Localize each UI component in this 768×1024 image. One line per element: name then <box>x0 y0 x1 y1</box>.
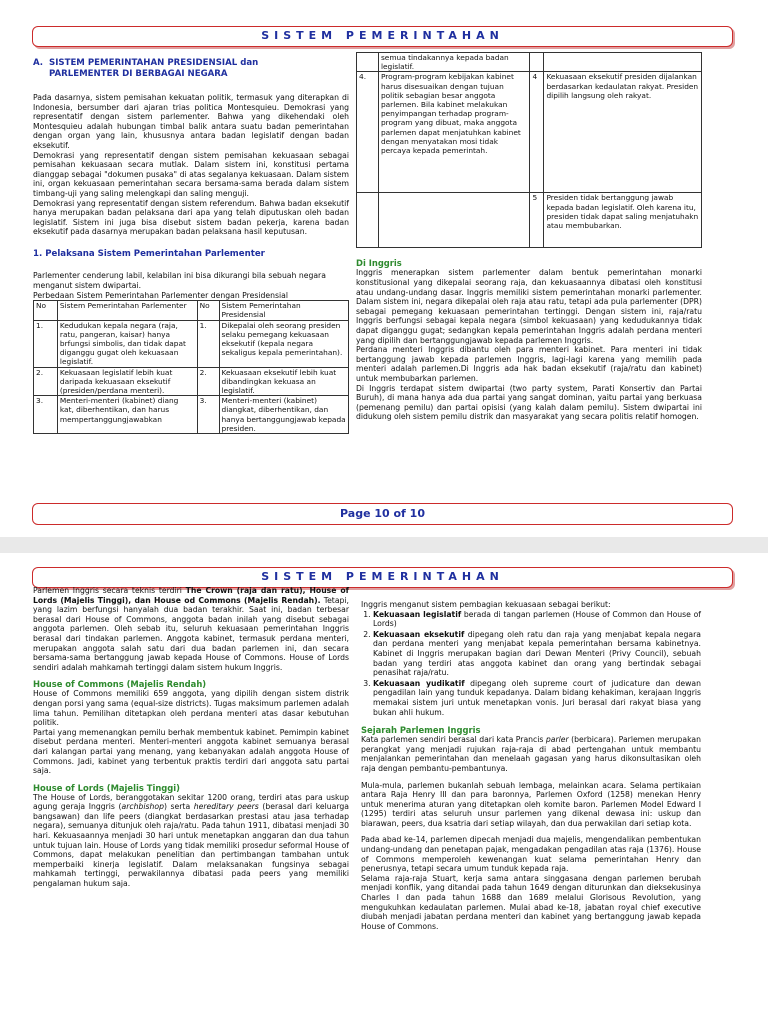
p2-left-column <box>33 586 349 889</box>
p2-right-column <box>361 600 701 931</box>
sejarah-text: (berbicara). Parlemen merupakan perangkat yang menjadi rujukan raja-raja di abad pertengahan untuk membantu menjalankan pemerintahan dan menelaah gagasan yang harus dikonsultasikan oleh raja dengan pembantu-pembantunya. <box>361 735 701 773</box>
lords-text: (berasal dari keluarga bangsawan) dan life peers (diangkat berdasarkan prestasi atau jasa terhadap negara), semuanya ditunjuk oleh raja/ratu. Pada tahun 1911, dibatasi menjadi 30 hari. Kekuasaannya menjadi 30 hari untuk menetapkan anggaran dan dua tahun untuk tujuan lain. House of Lords yang tidak memiliki prosedur seformal House of Commons, dapat melakukan penelitian dan pertimbangan tambahan untuk memperbaiki kinerja legislatif. Dalam melaksanakan fungsinya sebagai mahkamah tertinggi, perwakilannya dibatasi pada peers yang memiliki pengalaman hukum saja. <box>33 802 349 889</box>
list-item-text: dipegang oleh supreme court of judicature dan dewan pengadilan lain yang tunduk kepadanya. Dalam bidang kehakiman, kerajaan Inggris memakai sistem juri untuk menetapkan vonis. Juri berasal dari rakyat biasa yang bukan ahli hukum. <box>373 678 701 717</box>
parlemen-intro-bold: The Crown (raja dan ratu), House of Lords (Majelis Tinggi), dan House od Commons (Majelis Rendah). <box>33 586 350 605</box>
sejarah-italic: parler <box>545 735 569 745</box>
table-cell: 5 <box>530 193 544 248</box>
table-header-cell: Sistem Pemerintahan Presidensial <box>219 301 349 320</box>
lords-paragraph <box>33 793 349 889</box>
di-inggris-paragraph: Di Inggris terdapat sistem dwipartai (two party system, Parati Konsertiv dan Partai Buruh), di mana hanya ada dua partai yang sangat dominan, yaitu partai yang berkuasa (pemenang pemilu) dan partai opisisi (yang kalah dalam pemilu). Sistem dwipartai ini didukung oleh sistem pemilu distrik dan masyarakat yang secara politis relatif homogen. <box>356 383 702 422</box>
table-cell <box>357 53 379 72</box>
page-2-banner-title: SISTEM PEMERINTAHAN <box>32 567 733 588</box>
list-item-text: berada di tangan parlemen (House of Common dan House of Lords) <box>373 609 701 629</box>
table-cell: 3. <box>34 396 58 434</box>
list-item <box>373 679 701 717</box>
lords-italic: archbishop <box>121 802 164 812</box>
section-1-line1: Parlementer cenderung labil, kelabilan ini bisa dikurangi bila sebuah negara menganut sistem dwipartai. <box>33 271 326 290</box>
di-inggris-paragraph: Perdana menteri Inggris dibantu oleh para menteri kabinet. Para menteri ini tidak bertanggung jawab kepada parlemen Inggris, lagi-lagi karena yang memilih pada menteri adalah parlemen.Di Inggris ada hak badan eksekutif (raja/ratu dan kabinet) untuk membubarkan parlemen. <box>356 345 702 383</box>
table-cell: Menteri-menteri (kabinet) diang kat, diberhentikan, dan harus mempertanggungjawabkan <box>57 396 197 434</box>
table-cell: Dikepalai oleh seorang presiden selaku pemegang kekuasaan eksekutif (kepala negara sekaligus kepala pemerintahan). <box>219 320 349 367</box>
list-item-bold: Kekuasaan eksekutif <box>373 629 465 639</box>
table-cell: 4 <box>530 72 544 193</box>
table-cell: Kekuasaan eksekutif presiden dijalankan berdasarkan kedaulatan rakyat. Presiden dipilih langsung oleh rakyat. <box>544 72 702 193</box>
list-item-bold: Kekuasaan legislatif <box>373 609 462 619</box>
sejarah-paragraph <box>361 735 701 773</box>
page-2 <box>0 553 768 1024</box>
table-cell: 3. <box>197 396 219 434</box>
di-inggris-paragraph: Inggris menerapkan sistem parlementer dalam bentuk pemerintahan monarki konstitusional yang dikepalai seorang raja, dan kekuasaannya dibatasi oleh konstitusi atau undang-undang dasar. Inggris memiliki sistem pemerintahan monarki parlementer. Dalam sistem ini, negara dikepalai oleh raja atau ratu, tetapi ada pula parlementer (DPR) sebagai pemegang kekuasaan pemerintahan tertinggi. Dengan sistem ini, raja/ratu Inggris berfungsi sebagai kepala negara (simbol kekuasaan) yang kedudukannya tidak dapat diganggu gugat; sedangkan kepala pemerintahan Inggris adalah perdana menteri yang dipilih dan bertanggungjawab kepada parlemen Inggris. <box>356 268 702 345</box>
sejarah-paragraph: Selama raja-raja Stuart, kerja sama antara singgasana dengan parlemen berubah menjadi konflik, yang ditandai pada tahun 1649 dengan diturunkan dan dieksekusinya Charles I dan pada tahun 1688 dan 1689 melalui Glorisous Revolution, yang mengukuhkan kedaulatan parlemen. Mulai abad ke-18, jabatan royal chief executive diubah menjadi jabatan perdana menteri dan kabinet yang bertanggung jawab kepada House of Commons. <box>361 873 701 931</box>
lords-text: ) serta <box>163 802 194 812</box>
right-column <box>356 52 702 422</box>
kekuasaan-list <box>361 610 701 718</box>
table-cell: semua tindakannya kepada badan legislatif. <box>378 53 530 72</box>
table-cell: Menteri-menteri (kabinet) diangkat, diberhentikan, dan hanya bertanggungjawab kepada presiden. <box>219 396 349 434</box>
section-a-title-line2: PARLEMENTER DI BERBAGAI NEGARA <box>49 68 228 79</box>
intro-text <box>33 93 349 237</box>
section-1-text <box>33 271 349 300</box>
list-item <box>373 630 701 678</box>
table-row <box>34 396 349 434</box>
parlemen-intro-rest: Tetapi, yang lazim berfungsi hanyalah dua badan terakhir. Saat ini, badan terbesar berasal dari House of Commons, anggota badan inilah yang disebut sebagai anggota parlemen. Oleh sebab itu, seluruh kekuasaan pemerintahan Inggris berasal dari tindakan parlemen. Anggota kabinet, termasuk perdana menteri, merupakan anggota salah satu dari dua badan parlemen ini, dan secara bersama-sama bertanggung jawab kepada House of Commons. House of Lords sendiri adalah mahkamah tertinggi dalam sistem hukum Inggris. <box>33 595 349 672</box>
page-1-banner-title: SISTEM PEMERINTAHAN <box>32 26 733 47</box>
table-cell <box>357 193 379 248</box>
table-cell: Kekuasaan legislatif lebih kuat daripada kekuasaan eksekutif (presiden/perdana menteri). <box>57 367 197 396</box>
section-1-title: 1. Pelaksana Sistem Pemerintahan Parlementer <box>33 248 265 259</box>
table-header-row <box>34 301 349 320</box>
section-a-title-line1: SISTEM PEMERINTAHAN PRESIDENSIAL dan <box>49 58 259 68</box>
table-cell: Kedudukan kepala negara (raja, ratu, pangeran, kaisar) hanya brfungsi simbolis, dan tidak dapat diganggu gugat oleh kekuasaan legislatif. <box>57 320 197 367</box>
table-cell: 2. <box>197 367 219 396</box>
table-header-cell: No <box>197 301 219 320</box>
di-inggris-text <box>356 268 702 422</box>
comparison-table-right <box>356 52 702 248</box>
table-row <box>357 53 702 72</box>
table-cell <box>544 53 702 72</box>
sejarah-title: Sejarah Parlemen Inggris <box>361 725 481 736</box>
table-cell: 4. <box>357 72 379 193</box>
table-header-cell: Sistem Pemerintahan Parlementer <box>57 301 197 320</box>
list-item <box>373 610 701 629</box>
table-cell: 1. <box>34 320 58 367</box>
section-1-line2: Perbedaan Sistem Pemerintahan Parlementer dengan Presidensial <box>33 290 288 300</box>
table-row <box>34 320 349 367</box>
intro-paragraph: Demokrasi yang representatif dengan sistem referendum. Bahwa badan eksekutif hanya merupakan badan pelaksana dari apa yang telah diputuskan oleh badan legislatif. Sistem ini juga bisa disebut sistem badan pekerja, karena badan eksekutif pada dasarnya merupakan badan pelaksana hasil keputusan. <box>33 198 349 237</box>
table-header-cell: No <box>34 301 58 320</box>
house-of-lords-title: House of Lords (Majelis Tinggi) <box>33 782 180 793</box>
lords-text: The House of Lords, beranggotakan sekitar 1200 orang, terdiri atas para uskup agung geraja Inggris ( <box>33 792 349 812</box>
intro-paragraph: Demokrasi yang representatif dengan sistem pemisahan kekuasaan sebagai pemisahan kekuasaan secara mutlak. Dalam sistem ini, konstitusi pertama dianggap sebagai "dokumen pusaka" di atas segalanya kekuasaan. Dalam sistem ini, organ kekuasaan pemerintahan secara bersama-sama berada dalam sistem timbang-uji yang saling melengkapi dan saling menguji. <box>33 150 349 198</box>
comparison-table-left <box>33 300 349 434</box>
table-row <box>357 193 702 248</box>
list-item-bold: Kekuasaan yudikatif <box>373 678 465 688</box>
table-cell: Presiden tidak bertanggung jawab kepada badan legislatif. Oleh karena itu, presiden tidak dapat saling menjatuhakn atau membubarkan. <box>544 193 702 248</box>
intro-paragraph: Pada dasarnya, sistem pemisahan kekuatan politik, termasuk yang diterapkan di Indonesia, bersumber dari ajaran trias politica Montesquieu. Demokrasi yang representatif dengan sistem parlementer. Bahwa yang dikehendaki oleh Montesquieu adalah hubungan timbal balik antara suatu badan pemerintahan dengan organ yang lain, khususnya antara badan legislatif dengan badan eksekutif. <box>33 93 349 150</box>
parlemen-intro-prefix: Parlemen Inggris secara teknis terdiri <box>33 586 186 595</box>
section-a-heading <box>33 58 349 79</box>
table-cell: Program-program kebijakan kabinet harus disesuaikan dengan tujuan politik sebagian besar anggota parlemen. Bila kabinet melakukan penyimpangan terhadap program-program yang dibuat, maka anggota parlemen dapat menjatuhkan kabinet dengan menyatakan mosi tidak percaya kepada pemerintah. <box>378 72 530 193</box>
commons-paragraph: House of Commons memiliki 659 anggota, yang dipilih dengan sistem distrik dengan porsi yang sama (equal-size districts). Tugas maksimum parlemen adalah lima tahun. Pemilihan ditetapkan oleh perdana menteri atas dasar kebutuhan politik. <box>33 689 349 728</box>
page-number-bar: Page 10 of 10 <box>32 503 733 525</box>
commons-paragraph: Partai yang memenangkan pemilu berhak membentuk kabinet. Pemimpin kabinet disebut perdana menteri. Menteri-menteri anggota kabinet semuanya berasal dari kalangan partai yang menang, yang kebanyakan adalah anggota House of Commons. Jadi, kabinet yang terbentuk praktis terdiri dari anggota satu partai saja. <box>33 727 349 776</box>
table-row <box>34 367 349 396</box>
di-inggris-title: Di Inggris <box>356 258 402 269</box>
list-item-text: dipegang oleh ratu dan raja yang menjabat kepala negara dan perdana menteri yang menjabat kepala pemerintahan bersama kabinetnya. Kabinet di Inggris merupakan bagian dari Dewan Menteri (Privy Council), sebuah badan yang terdiri atas anggota kabinet dan orang yang bertindak sebagai penasihat raja/ratu. <box>373 629 701 678</box>
sejarah-paragraph: Mula-mula, parlemen bukanlah sebuah lembaga, melainkan acara. Selama pertikaian antara Raja Henry III dan para baronnya, Parlemen Oxford (1258) menekan Henry untuk menerima aturan yang ditetapkan oleh komite baron. Parlemen Model Edward I (1295) terdiri atas seluruh unsur parlemen yang dikenal dewasa ini: uskup dan biarawan, peers, dua ksatria dari setiap wilayah, dan dua perwakilan dari setiap kota. <box>361 780 701 828</box>
table-cell <box>530 53 544 72</box>
sejarah-paragraph: Pada abad ke-14, parlemen dipecah menjadi dua majelis, mengendalikan pembentukan undang-undang dan penetapan pajak, mengadakan pengadilan atas raja (1376). House of Commons memperoleh kewenangan kuat selama pemerintahan Henry dan penerusnya, tetapi secara umum tunduk kepada raja. <box>361 835 701 874</box>
table-cell: 2. <box>34 367 58 396</box>
table-row <box>357 72 702 193</box>
table-cell: Kekuasaan eksekutif lebih kuat dibandingkan kekuasa an legislatif. <box>219 367 349 396</box>
lords-italic: hereditary peers <box>193 802 259 812</box>
table-cell: 1. <box>197 320 219 367</box>
section-a-marker: A. <box>33 58 44 68</box>
house-of-commons-title: House of Commons (Majelis Rendah) <box>33 679 207 690</box>
parlemen-intro <box>33 586 349 672</box>
table-cell <box>378 193 530 248</box>
sejarah-text: Kata parlemen sendiri berasal dari kata Prancis <box>361 735 546 745</box>
left-column <box>33 58 349 434</box>
pembagian-intro: Inggris menganut sistem pembagian kekuasaan sebagai berikut: <box>361 600 611 609</box>
